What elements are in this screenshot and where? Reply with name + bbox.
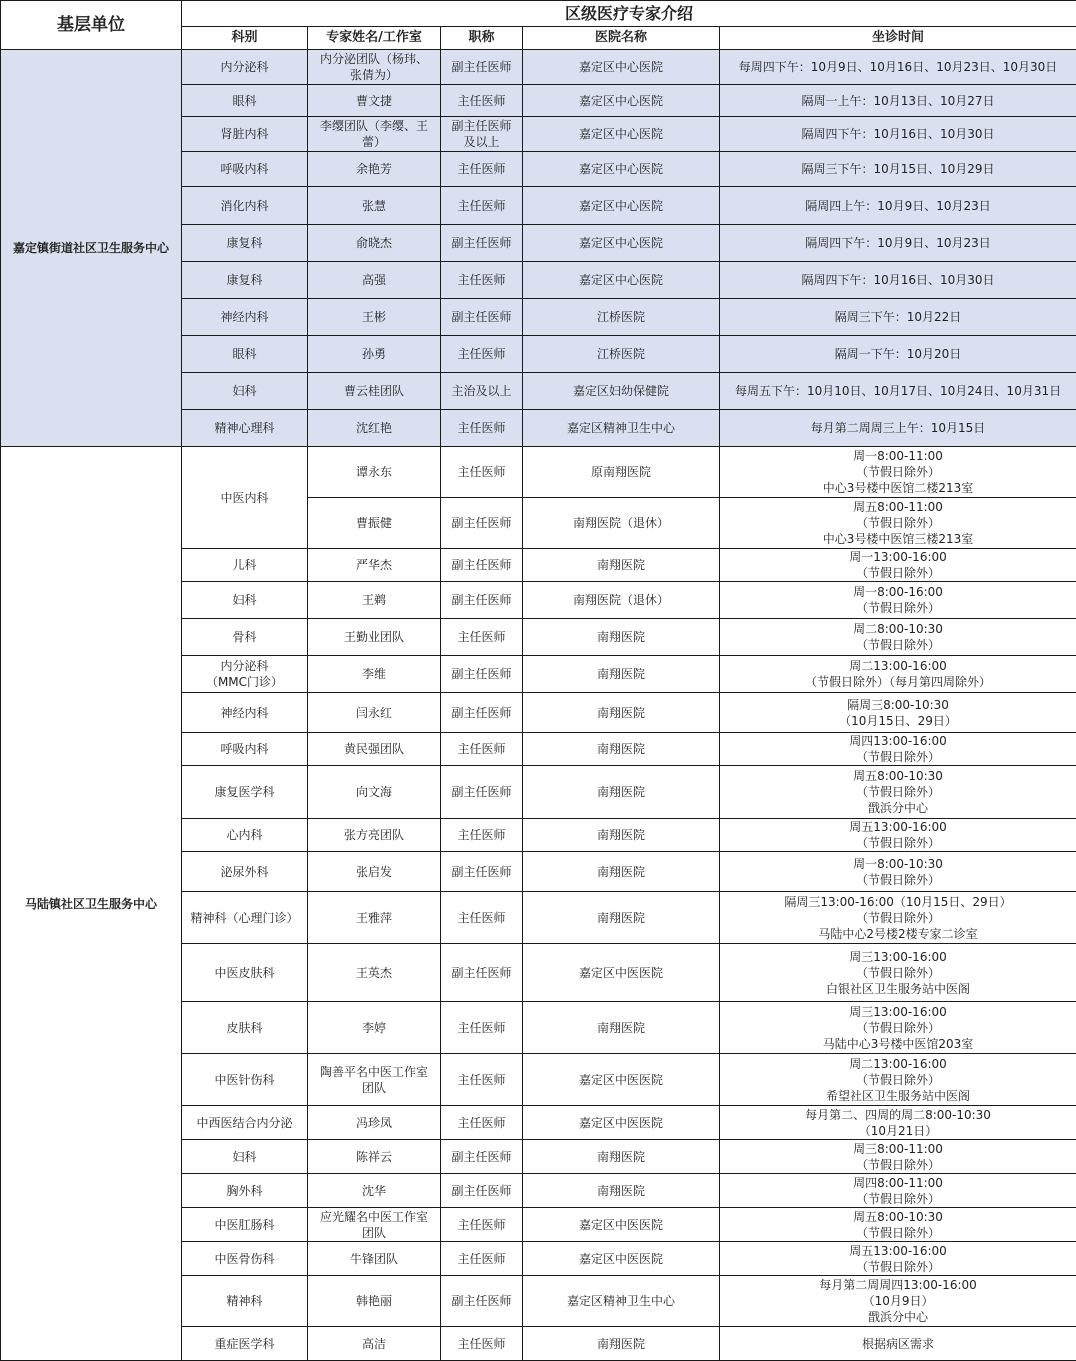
dept-cell: 中西医结合内分泌 bbox=[182, 1106, 308, 1140]
table-body bbox=[1, 50, 1076, 1361]
expert-cell: 韩艳丽 bbox=[308, 1276, 441, 1327]
time-cell: 隔周三13:00-16:00（10月15日、29日） （节假日除外） 马陆中心2号楼2楼专家二诊室 bbox=[720, 892, 1076, 944]
title-cell: 主任医师 bbox=[441, 1208, 523, 1242]
time-cell: 周四13:00-16:00 （节假日除外） bbox=[720, 733, 1076, 766]
title-cell: 主任医师 bbox=[441, 819, 523, 852]
expert-cell: 曹振健 bbox=[308, 498, 441, 549]
title-cell: 主任医师 bbox=[441, 447, 523, 498]
time-cell: 隔周四下午：10月9日、10月23日 bbox=[720, 225, 1076, 262]
hospital-cell: 南翔医院 bbox=[523, 1327, 720, 1361]
hospital-cell: 嘉定区中心医院 bbox=[523, 50, 720, 85]
hospital-cell: 嘉定区中心医院 bbox=[523, 187, 720, 225]
title-cell: 副主任医师 bbox=[441, 693, 523, 733]
table-row bbox=[1, 50, 1076, 85]
time-cell: 每月第二周周四13:00-16:00 （10月9日） 戬浜分中心 bbox=[720, 1276, 1076, 1327]
hospital-cell: 嘉定区中医医院 bbox=[523, 944, 720, 1002]
hospital-cell: 嘉定区中医医院 bbox=[523, 1106, 720, 1140]
dept-cell: 精神科（心理门诊） bbox=[182, 892, 308, 944]
hospital-cell: 嘉定区妇幼保健院 bbox=[523, 373, 720, 410]
expert-column-header: 专家姓名/工作室 bbox=[308, 27, 441, 50]
expert-cell: 冯珍凤 bbox=[308, 1106, 441, 1140]
expert-cell: 向文海 bbox=[308, 766, 441, 819]
hospital-cell: 嘉定区中医医院 bbox=[523, 1054, 720, 1106]
hospital-column-header: 医院名称 bbox=[523, 27, 720, 50]
expert-cell: 高洁 bbox=[308, 1327, 441, 1361]
title-cell: 副主任医师 bbox=[441, 50, 523, 85]
title-cell: 主治及以上 bbox=[441, 373, 523, 410]
expert-cell: 谭永东 bbox=[308, 447, 441, 498]
hospital-cell: 嘉定区中心医院 bbox=[523, 117, 720, 152]
expert-cell: 沈红艳 bbox=[308, 410, 441, 447]
title-cell: 副主任医师 bbox=[441, 944, 523, 1002]
title-cell: 副主任医师 bbox=[441, 1276, 523, 1327]
dept-cell: 眼科 bbox=[182, 336, 308, 373]
dept-cell: 妇科 bbox=[182, 373, 308, 410]
title-cell: 主任医师 bbox=[441, 152, 523, 187]
dept-cell: 皮肤科 bbox=[182, 1002, 308, 1054]
expert-cell: 应光耀名中医工作室 团队 bbox=[308, 1208, 441, 1242]
expert-cell: 黄民强团队 bbox=[308, 733, 441, 766]
title-cell: 主任医师 bbox=[441, 187, 523, 225]
dept-cell: 胸外科 bbox=[182, 1174, 308, 1208]
hospital-cell: 南翔医院 bbox=[523, 766, 720, 819]
title-cell: 主任医师 bbox=[441, 410, 523, 447]
time-cell: 隔周三8:00-10:30 （10月15日、29日） bbox=[720, 693, 1076, 733]
table-row bbox=[1, 447, 1076, 498]
expert-cell: 王英杰 bbox=[308, 944, 441, 1002]
title-cell: 副主任医师 bbox=[441, 299, 523, 336]
dept-cell: 内分泌科 bbox=[182, 50, 308, 85]
hospital-cell: 江桥医院 bbox=[523, 336, 720, 373]
hospital-cell: 嘉定区中心医院 bbox=[523, 85, 720, 117]
time-cell: 周二8:00-10:30 （节假日除外） bbox=[720, 619, 1076, 656]
title-cell: 主任医师 bbox=[441, 1054, 523, 1106]
time-cell: 周四8:00-11:00 （节假日除外） bbox=[720, 1174, 1076, 1208]
table-title: 区级医疗专家介绍 bbox=[182, 1, 1076, 27]
dept-cell: 重症医学科 bbox=[182, 1327, 308, 1361]
expert-cell: 陈祥云 bbox=[308, 1140, 441, 1174]
dept-cell: 康复科 bbox=[182, 225, 308, 262]
time-cell: 周三13:00-16:00 （节假日除外） 马陆中心3号楼中医馆203室 bbox=[720, 1002, 1076, 1054]
title-cell: 副主任医师 bbox=[441, 852, 523, 892]
unit-name: 马陆镇社区卫生服务中心 bbox=[1, 447, 182, 1361]
unit-column-header: 基层单位 bbox=[1, 1, 182, 50]
hospital-cell: 南翔医院 bbox=[523, 819, 720, 852]
dept-cell: 中医肛肠科 bbox=[182, 1208, 308, 1242]
time-cell: 隔周四上午：10月9日、10月23日 bbox=[720, 187, 1076, 225]
title-cell: 主任医师 bbox=[441, 733, 523, 766]
expert-cell: 张慧 bbox=[308, 187, 441, 225]
time-cell: 每周四下午：10月9日、10月16日、10月23日、10月30日 bbox=[720, 50, 1076, 85]
dept-cell: 妇科 bbox=[182, 1140, 308, 1174]
time-cell: 周五8:00-10:30 （节假日除外） bbox=[720, 1208, 1076, 1242]
dept-cell: 肾脏内科 bbox=[182, 117, 308, 152]
title-cell: 副主任医师 bbox=[441, 766, 523, 819]
expert-cell: 李维 bbox=[308, 656, 441, 693]
hospital-cell: 嘉定区中心医院 bbox=[523, 152, 720, 187]
hospital-cell: 嘉定区中心医院 bbox=[523, 225, 720, 262]
title-column-header: 职称 bbox=[441, 27, 523, 50]
time-cell: 隔周四下午：10月16日、10月30日 bbox=[720, 262, 1076, 299]
time-column-header: 坐诊时间 bbox=[720, 27, 1076, 50]
title-cell: 主任医师 bbox=[441, 892, 523, 944]
expert-cell: 李缨团队（李缨、王 蕾） bbox=[308, 117, 441, 152]
time-cell: 每月第二周周三上午：10月15日 bbox=[720, 410, 1076, 447]
time-cell: 周五13:00-16:00 （节假日除外） bbox=[720, 819, 1076, 852]
dept-cell: 儿科 bbox=[182, 549, 308, 582]
time-cell: 周一8:00-11:00 （节假日除外） 中心3号楼中医馆二楼213室 bbox=[720, 447, 1076, 498]
hospital-cell: 嘉定区中医医院 bbox=[523, 1242, 720, 1276]
title-cell: 主任医师 bbox=[441, 262, 523, 299]
dept-cell: 中医皮肤科 bbox=[182, 944, 308, 1002]
dept-cell: 康复医学科 bbox=[182, 766, 308, 819]
expert-cell: 牛锋团队 bbox=[308, 1242, 441, 1276]
title-cell: 副主任医师 bbox=[441, 498, 523, 549]
time-cell: 隔周一上午：10月13日、10月27日 bbox=[720, 85, 1076, 117]
dept-cell: 中医内科 bbox=[182, 447, 308, 549]
time-cell: 周一8:00-16:00 （节假日除外） bbox=[720, 582, 1076, 619]
dept-cell: 眼科 bbox=[182, 85, 308, 117]
dept-cell: 神经内科 bbox=[182, 299, 308, 336]
hospital-cell: 原南翔医院 bbox=[523, 447, 720, 498]
hospital-cell: 南翔医院（退休） bbox=[523, 498, 720, 549]
title-cell: 副主任医师 bbox=[441, 1174, 523, 1208]
hospital-cell: 嘉定区精神卫生中心 bbox=[523, 410, 720, 447]
time-cell: 周三13:00-16:00 （节假日除外） 白银社区卫生服务站中医阁 bbox=[720, 944, 1076, 1002]
time-cell: 隔周三下午：10月15日、10月29日 bbox=[720, 152, 1076, 187]
time-cell: 隔周四下午：10月16日、10月30日 bbox=[720, 117, 1076, 152]
dept-cell: 精神科 bbox=[182, 1276, 308, 1327]
dept-cell: 神经内科 bbox=[182, 693, 308, 733]
hospital-cell: 江桥医院 bbox=[523, 299, 720, 336]
hospital-cell: 南翔医院 bbox=[523, 656, 720, 693]
time-cell: 周二13:00-16:00 （节假日除外）（每月第四周除外） bbox=[720, 656, 1076, 693]
time-cell: 每月第二、四周的周二8:00-10:30 （10月21日） bbox=[720, 1106, 1076, 1140]
expert-cell: 王鹈 bbox=[308, 582, 441, 619]
title-cell: 副主任医师 bbox=[441, 582, 523, 619]
hospital-cell: 南翔医院 bbox=[523, 852, 720, 892]
expert-cell: 曹云桂团队 bbox=[308, 373, 441, 410]
dept-cell: 内分泌科 （MMC门诊） bbox=[182, 656, 308, 693]
expert-cell: 张启发 bbox=[308, 852, 441, 892]
hospital-cell: 南翔医院 bbox=[523, 1140, 720, 1174]
expert-cell: 李婷 bbox=[308, 1002, 441, 1054]
time-cell: 每周五下午：10月10日、10月17日、10月24日、10月31日 bbox=[720, 373, 1076, 410]
dept-cell: 呼吸内科 bbox=[182, 152, 308, 187]
expert-cell: 沈华 bbox=[308, 1174, 441, 1208]
title-cell: 副主任医师 bbox=[441, 656, 523, 693]
title-cell: 主任医师 bbox=[441, 1327, 523, 1361]
hospital-cell: 南翔医院（退休） bbox=[523, 582, 720, 619]
time-cell: 根据病区需求 bbox=[720, 1327, 1076, 1361]
dept-cell: 精神心理科 bbox=[182, 410, 308, 447]
dept-cell: 康复科 bbox=[182, 262, 308, 299]
expert-cell: 闫永红 bbox=[308, 693, 441, 733]
title-cell: 主任医师 bbox=[441, 1106, 523, 1140]
time-cell: 周三8:00-11:00 （节假日除外） bbox=[720, 1140, 1076, 1174]
expert-cell: 俞晓杰 bbox=[308, 225, 441, 262]
time-cell: 周一13:00-16:00 （节假日除外） bbox=[720, 549, 1076, 582]
dept-cell: 心内科 bbox=[182, 819, 308, 852]
title-cell: 主任医师 bbox=[441, 1002, 523, 1054]
title-cell: 副主任医师 bbox=[441, 549, 523, 582]
time-cell: 周一8:00-10:30 （节假日除外） bbox=[720, 852, 1076, 892]
dept-cell: 骨科 bbox=[182, 619, 308, 656]
title-cell: 副主任医师 及以上 bbox=[441, 117, 523, 152]
dept-cell: 中医针伤科 bbox=[182, 1054, 308, 1106]
title-cell: 副主任医师 bbox=[441, 225, 523, 262]
time-cell: 隔周三下午：10月22日 bbox=[720, 299, 1076, 336]
dept-cell: 中医骨伤科 bbox=[182, 1242, 308, 1276]
hospital-cell: 南翔医院 bbox=[523, 892, 720, 944]
dept-column-header: 科别 bbox=[182, 27, 308, 50]
expert-cell: 张方亮团队 bbox=[308, 819, 441, 852]
time-cell: 隔周一下午：10月20日 bbox=[720, 336, 1076, 373]
hospital-cell: 嘉定区中心医院 bbox=[523, 262, 720, 299]
hospital-cell: 嘉定区中医医院 bbox=[523, 1208, 720, 1242]
title-cell: 主任医师 bbox=[441, 336, 523, 373]
hospital-cell: 南翔医院 bbox=[523, 1174, 720, 1208]
time-cell: 周二13:00-16:00 （节假日除外） 希望社区卫生服务站中医阁 bbox=[720, 1054, 1076, 1106]
expert-cell: 陶善平名中医工作室 团队 bbox=[308, 1054, 441, 1106]
unit-name: 嘉定镇街道社区卫生服务中心 bbox=[1, 50, 182, 447]
expert-cell: 余艳芳 bbox=[308, 152, 441, 187]
dept-cell: 消化内科 bbox=[182, 187, 308, 225]
title-cell: 副主任医师 bbox=[441, 1140, 523, 1174]
dept-cell: 妇科 bbox=[182, 582, 308, 619]
hospital-cell: 南翔医院 bbox=[523, 549, 720, 582]
title-cell: 主任医师 bbox=[441, 85, 523, 117]
expert-cell: 内分泌团队（杨玮、 张倩为） bbox=[308, 50, 441, 85]
hospital-cell: 南翔医院 bbox=[523, 693, 720, 733]
expert-cell: 王彬 bbox=[308, 299, 441, 336]
hospital-cell: 嘉定区精神卫生中心 bbox=[523, 1276, 720, 1327]
time-cell: 周五8:00-11:00 （节假日除外） 中心3号楼中医馆三楼213室 bbox=[720, 498, 1076, 549]
time-cell: 周五8:00-10:30 （节假日除外） 戬浜分中心 bbox=[720, 766, 1076, 819]
dept-cell: 呼吸内科 bbox=[182, 733, 308, 766]
time-cell: 周五13:00-16:00 （节假日除外） bbox=[720, 1242, 1076, 1276]
expert-cell: 王雅萍 bbox=[308, 892, 441, 944]
expert-cell: 严华杰 bbox=[308, 549, 441, 582]
expert-cell: 高强 bbox=[308, 262, 441, 299]
hospital-cell: 南翔医院 bbox=[523, 1002, 720, 1054]
title-cell: 主任医师 bbox=[441, 1242, 523, 1276]
hospital-cell: 南翔医院 bbox=[523, 619, 720, 656]
hospital-cell: 南翔医院 bbox=[523, 733, 720, 766]
expert-cell: 孙勇 bbox=[308, 336, 441, 373]
expert-cell: 王勤业团队 bbox=[308, 619, 441, 656]
title-cell: 主任医师 bbox=[441, 619, 523, 656]
expert-cell: 曹文捷 bbox=[308, 85, 441, 117]
dept-cell: 泌尿外科 bbox=[182, 852, 308, 892]
